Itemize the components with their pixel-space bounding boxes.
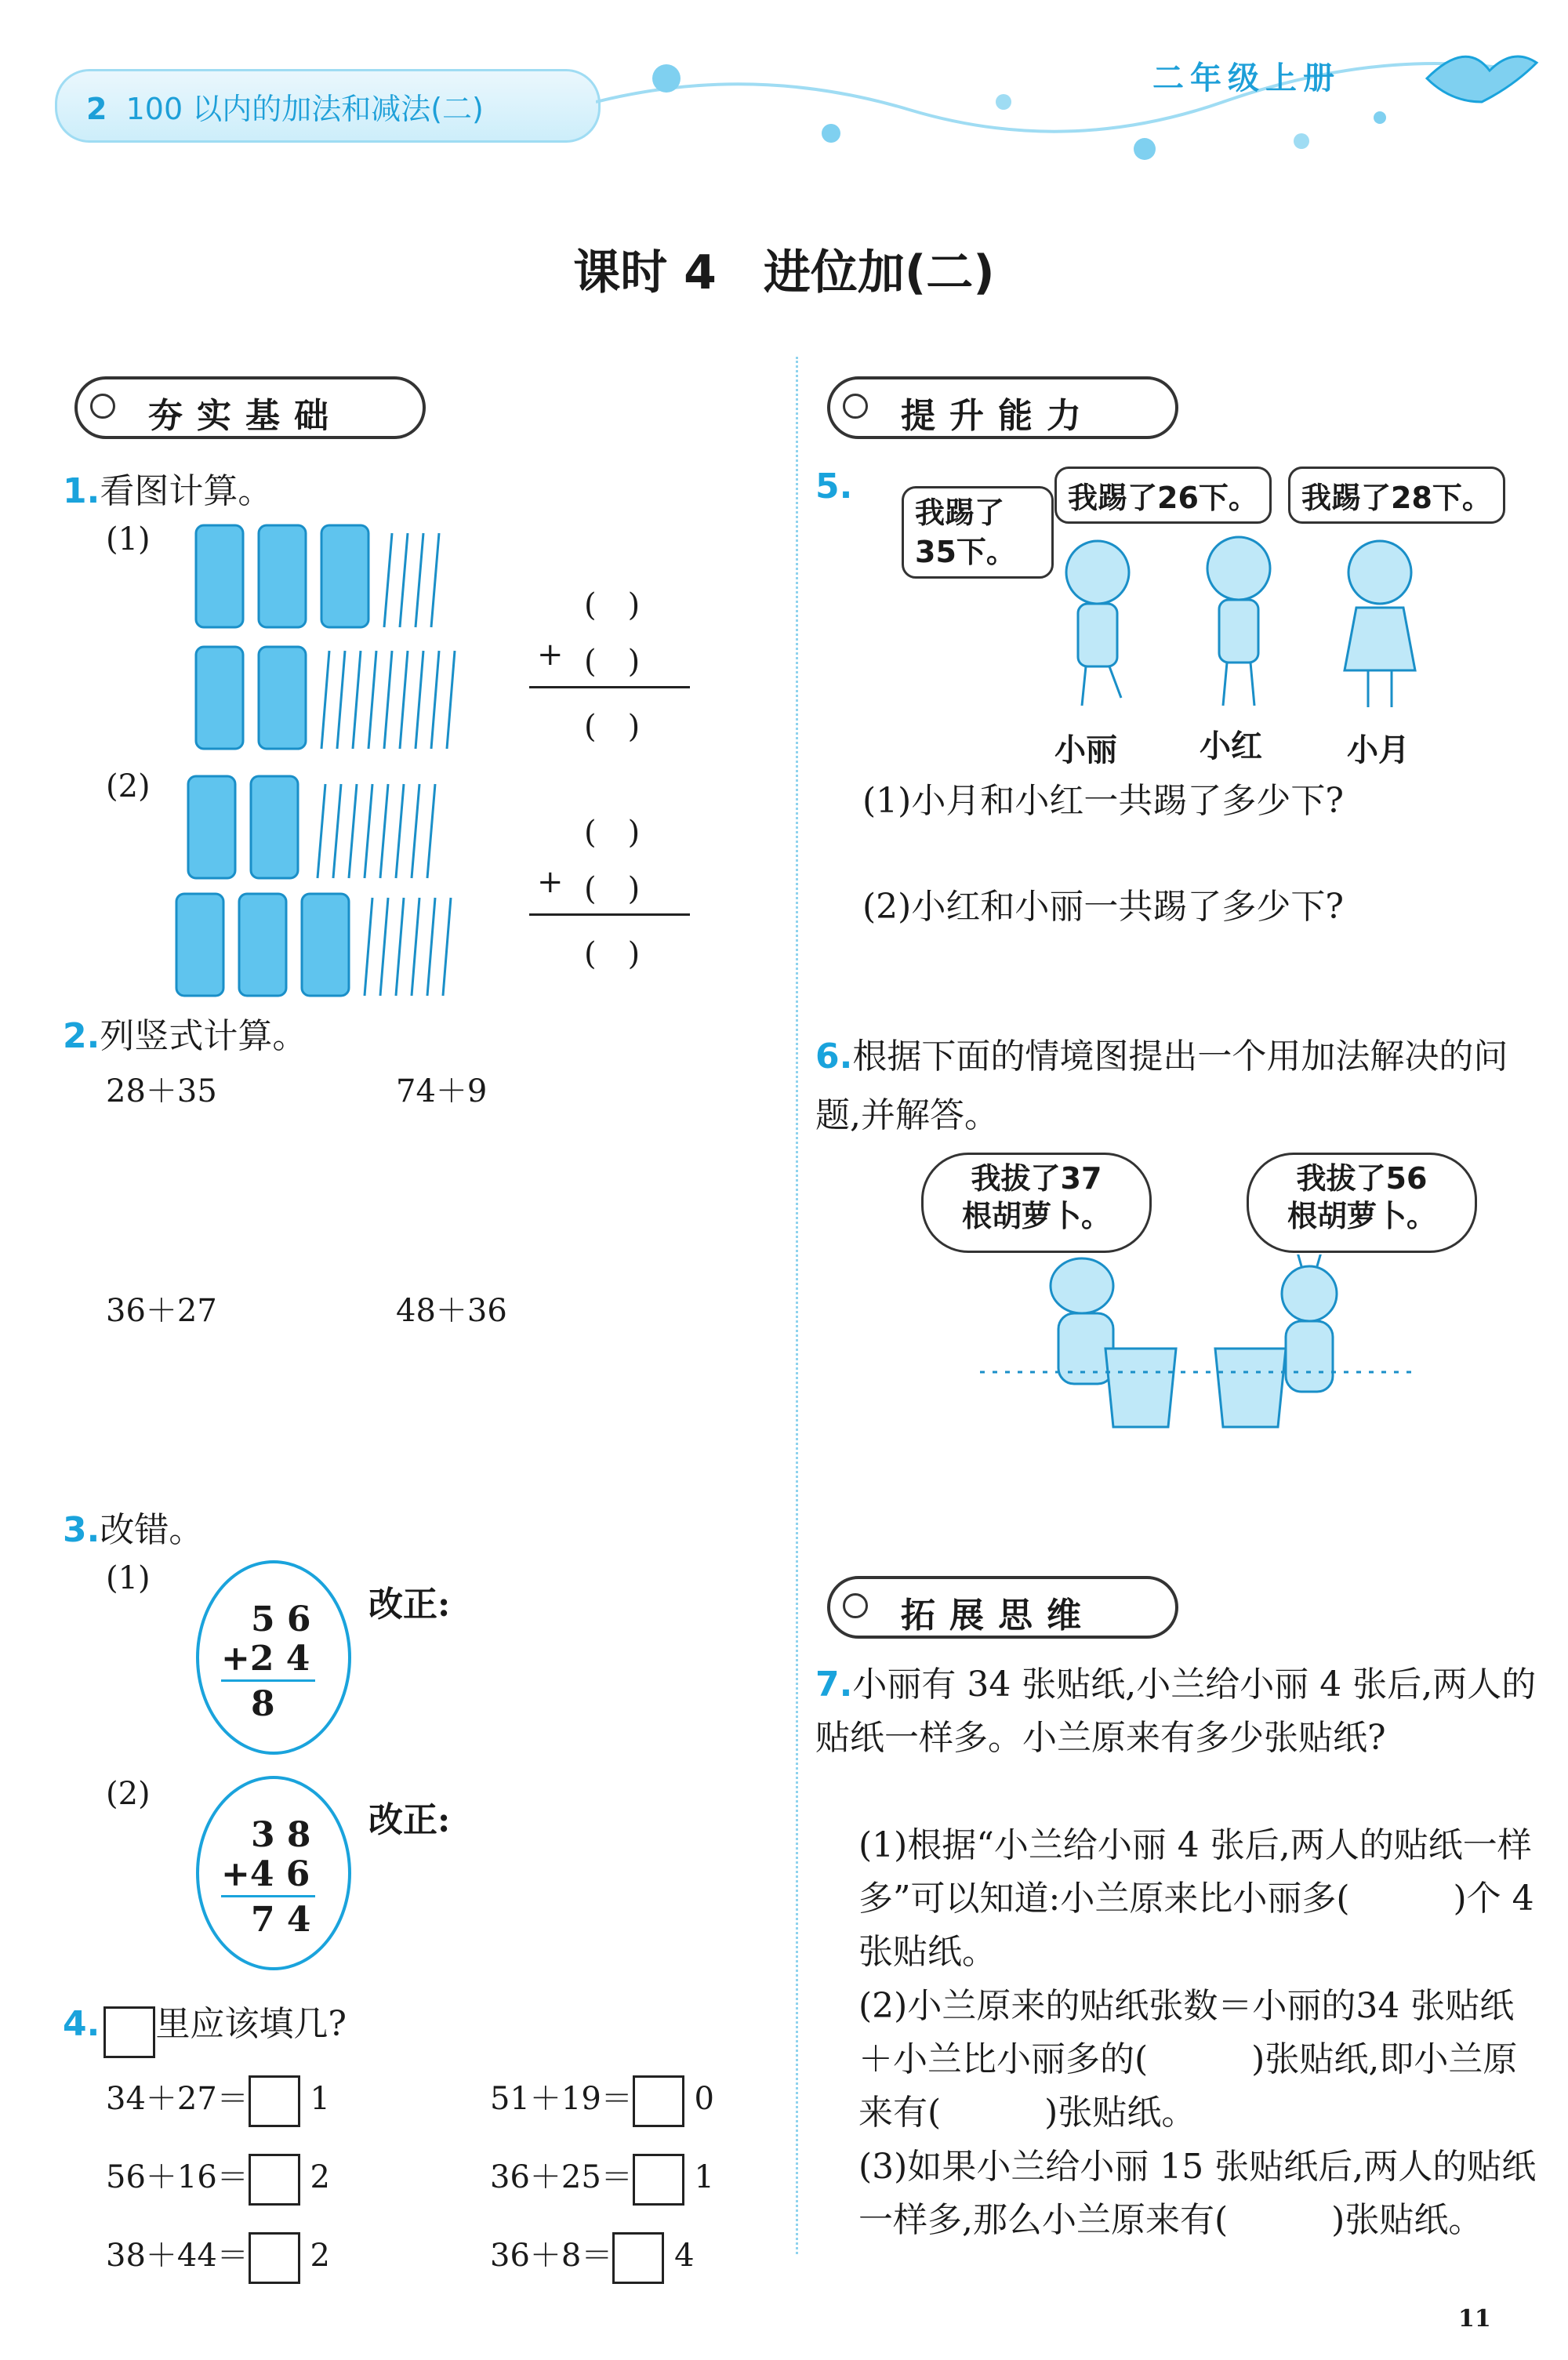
q3-1-rule — [221, 1679, 315, 1682]
q4-item: 36＋8＝ 4 — [490, 2231, 695, 2284]
q3-heading: 3.改错。 — [63, 1510, 204, 1550]
q3-1-result: 8 — [251, 1684, 275, 1724]
q4-item: 34＋27＝ 1 — [106, 2074, 330, 2127]
q1-part2-label: (2) — [106, 768, 151, 804]
q1-part1-label: (1) — [106, 521, 151, 557]
q7-sub3: (3)如果小兰给小丽 15 张贴纸后,两人的贴纸一样多,那么小兰原来有( )张贴纸。 — [858, 2147, 1537, 2240]
answer-box[interactable] — [249, 2232, 300, 2284]
wave-decoration — [596, 47, 1537, 172]
children-kicking-shuttlecock — [1019, 533, 1458, 721]
q2-item: 36＋27 — [106, 1293, 217, 1329]
q4-item: 36＋25＝ 1 — [490, 2152, 714, 2206]
bundles-of-sticks-2 — [169, 768, 498, 1004]
q3-2-a: 3 8 — [251, 1815, 311, 1855]
q1-2-addend-b[interactable]: ( ) — [584, 871, 641, 907]
answer-box[interactable] — [249, 2075, 300, 2127]
q1-1-addend-b[interactable]: ( ) — [584, 644, 641, 680]
q1-1-plus: + — [537, 637, 564, 673]
answer-box[interactable] — [633, 2075, 684, 2127]
q3-1-b: +2 4 — [221, 1639, 310, 1679]
q2-item: 28＋35 — [106, 1073, 217, 1109]
speech-bubble-xiaoyue: 我踢了28下。 — [1288, 467, 1505, 524]
q2-item: 74＋9 — [396, 1073, 488, 1109]
q3-1-fix-label: 改正: — [368, 1585, 451, 1625]
q7-text: 7.小丽有 34 张贴纸,小兰给小丽 4 张后,两人的贴纸一样多。小兰原来有多少张贴纸? — [815, 1665, 1537, 1758]
bundles-of-sticks-1 — [180, 517, 494, 753]
speech-bubble-goat: 我拔了37 根胡萝卜。 — [921, 1153, 1152, 1253]
q4-item: 51＋19＝ 0 — [490, 2074, 714, 2127]
speech-bubble-xiaohong: 我踢了26下。 — [1054, 467, 1272, 524]
unit-title: 2 100 以内的加法和减法(二) — [86, 92, 484, 126]
q3-2-b: +4 6 — [221, 1854, 310, 1894]
speech-bubble-xiaoli: 我踢了 35下。 — [902, 486, 1054, 579]
goat-and-rabbit-with-carrot-baskets — [980, 1254, 1419, 1443]
column-divider — [796, 357, 798, 2254]
section-improve: 提升能力 — [827, 376, 1178, 439]
q3-2-result: 7 4 — [251, 1900, 311, 1940]
lesson-title: 课时 4 进位加(二) — [573, 245, 995, 300]
answer-box[interactable] — [633, 2154, 684, 2206]
section-basic: 夯实基础 — [74, 376, 426, 439]
q3-part1-label: (1) — [106, 1560, 151, 1596]
q3-1-a: 5 6 — [251, 1599, 311, 1639]
q1-heading: 1.看图计算。 — [63, 471, 273, 511]
q3-part2-label: (2) — [106, 1776, 151, 1812]
q4-heading: 4. 里应该填几? — [63, 1995, 347, 2058]
q2-heading: 2.列竖式计算。 — [63, 1016, 307, 1056]
q4-item: 38＋44＝ 2 — [106, 2231, 330, 2284]
section-extend: 拓展思维 — [827, 1576, 1178, 1639]
page-number: 11 — [1458, 2305, 1491, 2333]
q1-2-rule — [529, 913, 690, 916]
q1-1-rule — [529, 686, 690, 688]
name-label: 小丽 — [1054, 732, 1117, 768]
q1-2-plus: + — [537, 864, 564, 900]
q5-number: 5. — [815, 467, 853, 506]
q2-item: 48＋36 — [396, 1293, 507, 1329]
bird-icon — [1419, 31, 1544, 118]
q1-2-addend-a[interactable]: ( ) — [584, 815, 641, 851]
square-icon — [103, 2006, 155, 2058]
name-label: 小月 — [1347, 732, 1410, 768]
q1-2-sum[interactable]: ( ) — [584, 936, 641, 972]
speech-bubble-rabbit: 我拔了56 根胡萝卜。 — [1247, 1153, 1477, 1253]
q1-1-addend-a[interactable]: ( ) — [584, 587, 641, 623]
q6-heading: 6.根据下面的情境图提出一个用加法解决的问题,并解答。 — [815, 1037, 1508, 1135]
q7-sub1: (1)根据“小兰给小丽 4 张后,两人的贴纸一样多”可以知道:小兰原来比小丽多( )个 4 张贴纸。 — [858, 1825, 1534, 1972]
answer-box[interactable] — [612, 2232, 664, 2284]
q4-item: 56＋16＝ 2 — [106, 2152, 330, 2206]
q1-1-sum[interactable]: ( ) — [584, 709, 641, 745]
q3-2-fix-label: 改正: — [368, 1800, 451, 1840]
answer-box[interactable] — [249, 2154, 300, 2206]
name-label: 小红 — [1200, 728, 1262, 764]
grade-label: 二年级上册 — [1152, 60, 1341, 96]
q5-sub2: (2)小红和小丽一共踢了多少下? — [862, 887, 1344, 927]
q3-2-rule — [221, 1895, 315, 1897]
q5-sub1: (1)小月和小红一共踢了多少下? — [862, 781, 1344, 821]
q7-sub2: (2)小兰原来的贴纸张数＝小丽的34 张贴纸＋小兰比小丽多的( )张贴纸,即小兰原来有( )张贴纸。 — [858, 1986, 1518, 2133]
